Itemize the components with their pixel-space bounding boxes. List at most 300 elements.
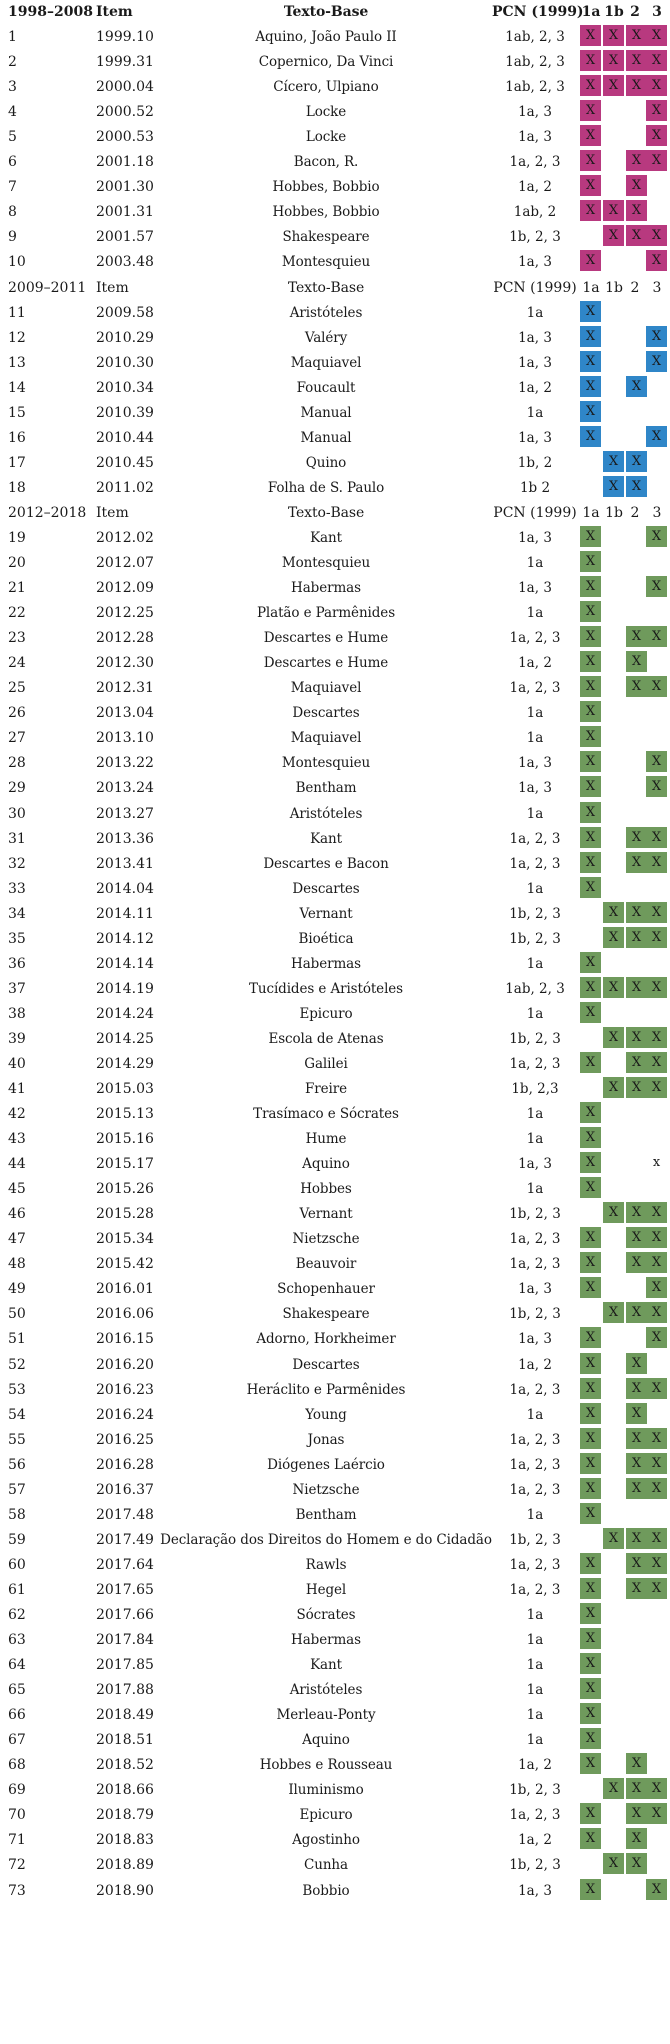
texto-base: Epicuro bbox=[299, 1807, 353, 1824]
pcn-code: 1a, 2, 3 bbox=[509, 680, 561, 697]
row-number: 5 bbox=[8, 129, 17, 146]
competency-mark: X bbox=[580, 1828, 601, 1849]
pcn-code: 1a, 3 bbox=[518, 104, 552, 121]
texto-base: Aquino, João Paulo II bbox=[255, 29, 397, 46]
competency-mark: X bbox=[626, 1578, 647, 1599]
pcn-code: 1a, 2, 3 bbox=[509, 830, 561, 847]
texto-base: Descartes e Bacon bbox=[263, 855, 389, 872]
item-code: 2001.30 bbox=[96, 179, 154, 196]
pcn-column-header: PCN (1999) bbox=[493, 504, 577, 521]
competency-mark: X bbox=[580, 952, 601, 973]
row-number: 4 bbox=[8, 104, 17, 121]
pcn-code: 1a, 3 bbox=[518, 129, 552, 146]
table-row bbox=[0, 1628, 670, 1653]
row-number: 23 bbox=[8, 630, 26, 647]
pcn-code: 1b, 2,3 bbox=[511, 1081, 559, 1098]
table-row bbox=[0, 1653, 670, 1678]
pcn-code: 1ab, 2, 3 bbox=[505, 54, 565, 71]
item-column-header: Item bbox=[96, 504, 129, 521]
competency-mark: X bbox=[580, 751, 601, 772]
texto-base: Foucault bbox=[296, 379, 356, 396]
pcn-code: 1b, 2, 3 bbox=[509, 1030, 561, 1047]
pcn-code: 1a, 3 bbox=[518, 1882, 552, 1899]
competency-mark: X bbox=[580, 551, 601, 572]
texto-base: Manual bbox=[300, 404, 352, 421]
pcn-code: 1a, 3 bbox=[518, 1156, 552, 1173]
pcn-code: 1a bbox=[526, 1607, 544, 1623]
competency-mark: X bbox=[626, 75, 647, 96]
competency-mark: X bbox=[646, 776, 667, 797]
item-code: 2001.57 bbox=[96, 229, 154, 246]
texto-base: Hobbes e Rousseau bbox=[259, 1757, 393, 1774]
texto-base: Aquino bbox=[302, 1156, 350, 1173]
row-number: 10 bbox=[8, 254, 26, 271]
row-number: 8 bbox=[8, 204, 17, 221]
competency-mark: X bbox=[626, 977, 647, 998]
competency-column-header: 3 bbox=[652, 279, 662, 296]
table-row bbox=[0, 200, 670, 225]
competency-mark: X bbox=[603, 50, 624, 71]
texto-base: Kant bbox=[310, 830, 342, 847]
row-number: 9 bbox=[8, 229, 17, 246]
competency-mark: X bbox=[646, 25, 667, 46]
pcn-code: 1a, 2, 3 bbox=[509, 1807, 561, 1824]
competency-mark: X bbox=[646, 1553, 667, 1574]
competency-mark: X bbox=[626, 25, 647, 46]
pcn-code: 1a bbox=[526, 880, 544, 897]
row-number: 43 bbox=[8, 1131, 26, 1148]
table-row bbox=[0, 776, 670, 801]
competency-mark: X bbox=[626, 1353, 647, 1374]
competency-column-header: 3 bbox=[652, 4, 662, 20]
pcn-code: 1a bbox=[526, 1005, 544, 1022]
table-row bbox=[0, 1027, 670, 1052]
table-row bbox=[0, 1202, 670, 1227]
texto-base: Folha de S. Paulo bbox=[267, 479, 385, 496]
pcn-column-header: PCN (1999) bbox=[492, 4, 584, 20]
table-row bbox=[0, 1503, 670, 1528]
table-row bbox=[0, 1227, 670, 1252]
row-number: 73 bbox=[8, 1882, 26, 1899]
pcn-code: 1a, 3 bbox=[518, 529, 552, 546]
pcn-code: 1a, 2 bbox=[518, 1356, 552, 1373]
item-code: 2016.28 bbox=[96, 1456, 154, 1473]
competency-mark: X bbox=[626, 150, 647, 171]
texto-base: Hobbes bbox=[300, 1181, 352, 1198]
item-code: 2017.65 bbox=[96, 1581, 154, 1598]
competency-mark: X bbox=[646, 576, 667, 597]
competency-mark: X bbox=[580, 100, 601, 121]
competency-mark: X bbox=[626, 1077, 647, 1098]
competency-mark: X bbox=[603, 927, 624, 948]
row-number: 25 bbox=[8, 680, 26, 697]
competency-mark: X bbox=[580, 1553, 601, 1574]
row-number: 46 bbox=[8, 1206, 26, 1223]
pcn-code: 1a, 2, 3 bbox=[509, 1481, 561, 1498]
texto-base: Montesquieu bbox=[281, 254, 371, 271]
texto-base: Habermas bbox=[291, 580, 361, 597]
competency-mark: X bbox=[580, 50, 601, 71]
texto-base: Descartes e Hume bbox=[263, 630, 389, 647]
competency-mark: X bbox=[603, 1027, 624, 1048]
item-code: 2009.58 bbox=[96, 304, 154, 321]
item-code: 2016.06 bbox=[96, 1306, 154, 1323]
row-number: 54 bbox=[8, 1406, 26, 1423]
row-number: 37 bbox=[8, 980, 26, 997]
table-row bbox=[0, 1703, 670, 1728]
pcn-code: 1a bbox=[526, 1657, 544, 1674]
pcn-code: 1a bbox=[526, 1506, 544, 1523]
item-code: 2015.16 bbox=[96, 1131, 154, 1148]
item-code: 1999.31 bbox=[96, 54, 154, 71]
texto-base: Hegel bbox=[305, 1581, 347, 1598]
row-number: 61 bbox=[8, 1581, 26, 1598]
item-code: 2016.24 bbox=[96, 1406, 154, 1423]
competency-column-header: 2 bbox=[630, 4, 640, 20]
pcn-code: 1b, 2, 3 bbox=[509, 229, 561, 246]
table-row bbox=[0, 1378, 670, 1403]
competency-mark: X bbox=[603, 476, 624, 497]
row-number: 33 bbox=[8, 880, 26, 897]
table-row bbox=[0, 1302, 670, 1327]
pcn-code: 1a, 2, 3 bbox=[509, 1231, 561, 1248]
table-row bbox=[0, 1152, 670, 1177]
row-number: 62 bbox=[8, 1607, 26, 1623]
pcn-code: 1a bbox=[526, 955, 544, 972]
texto-base: Maquiavel bbox=[290, 730, 362, 747]
row-number: 57 bbox=[8, 1481, 26, 1498]
texto-base: Hobbes, Bobbio bbox=[272, 204, 380, 221]
texto-base: Bentham bbox=[295, 1506, 357, 1523]
row-number: 32 bbox=[8, 855, 26, 872]
texto-base: Locke bbox=[305, 104, 347, 121]
table-row bbox=[0, 1553, 670, 1578]
pcn-code: 1a bbox=[526, 555, 544, 572]
table-row bbox=[0, 50, 670, 75]
table-row bbox=[0, 1803, 670, 1828]
competency-mark: X bbox=[646, 1478, 667, 1499]
row-number: 28 bbox=[8, 755, 26, 772]
table-row bbox=[0, 1077, 670, 1102]
competency-mark: X bbox=[646, 902, 667, 923]
competency-mark: X bbox=[580, 977, 601, 998]
pcn-code: 1a, 2, 3 bbox=[509, 1055, 561, 1072]
pcn-code: 1a bbox=[526, 304, 544, 321]
texto-base: Rawls bbox=[305, 1556, 347, 1573]
competency-mark: X bbox=[580, 301, 601, 322]
item-code: 2018.90 bbox=[96, 1882, 154, 1899]
row-number: 34 bbox=[8, 905, 26, 922]
competency-mark: X bbox=[580, 576, 601, 597]
item-code: 2017.48 bbox=[96, 1506, 154, 1523]
row-number: 59 bbox=[8, 1531, 26, 1548]
competency-mark: X bbox=[646, 75, 667, 96]
competency-mark: X bbox=[646, 1378, 667, 1399]
competency-mark: X bbox=[626, 1202, 647, 1223]
competency-mark: X bbox=[646, 1277, 667, 1298]
competency-mark: X bbox=[646, 827, 667, 848]
competency-mark: X bbox=[580, 1052, 601, 1073]
competency-mark: X bbox=[646, 626, 667, 647]
competency-mark: X bbox=[626, 1828, 647, 1849]
pcn-code: 1a bbox=[526, 1181, 544, 1198]
table-row bbox=[0, 100, 670, 125]
item-code: 2010.29 bbox=[96, 329, 154, 346]
competency-mark: X bbox=[603, 1853, 624, 1874]
texto-base: Schopenhauer bbox=[277, 1281, 375, 1298]
pcn-code: 1a bbox=[526, 705, 544, 722]
pcn-code: 1a bbox=[526, 605, 544, 622]
competency-mark: X bbox=[646, 927, 667, 948]
competency-mark: X bbox=[603, 1778, 624, 1799]
texto-base: Kant bbox=[310, 529, 342, 546]
competency-mark: X bbox=[626, 1302, 647, 1323]
texto-base: Bentham bbox=[295, 780, 357, 797]
row-number: 68 bbox=[8, 1757, 26, 1774]
competency-mark: X bbox=[646, 977, 667, 998]
competency-mark: X bbox=[626, 1227, 647, 1248]
competency-mark: X bbox=[646, 1428, 667, 1449]
row-number: 7 bbox=[8, 179, 17, 196]
competency-mark: X bbox=[626, 476, 647, 497]
table-row bbox=[0, 426, 670, 451]
row-number: 41 bbox=[8, 1081, 26, 1098]
texto-base: Shakespeare bbox=[282, 229, 370, 246]
competency-mark: X bbox=[626, 1528, 647, 1549]
pcn-code: 1b, 2 bbox=[517, 454, 553, 471]
competency-mark: X bbox=[580, 1403, 601, 1424]
pcn-code: 1a, 2, 3 bbox=[509, 855, 561, 872]
pcn-code: 1a, 3 bbox=[518, 354, 552, 371]
texto-base: Aristóteles bbox=[289, 805, 363, 822]
texto-base: Manual bbox=[300, 429, 352, 446]
item-code: 2003.48 bbox=[96, 254, 154, 271]
item-code: 2010.44 bbox=[96, 429, 154, 446]
competency-column-header: 2 bbox=[630, 279, 640, 296]
item-code: 2014.24 bbox=[96, 1005, 154, 1022]
pcn-code: 1a bbox=[526, 1632, 544, 1649]
pcn-code: 1a, 3 bbox=[518, 780, 552, 797]
competency-mark: X bbox=[646, 1778, 667, 1799]
pcn-code: 1b, 2, 3 bbox=[509, 1206, 561, 1223]
row-number: 42 bbox=[8, 1106, 26, 1123]
texto-base: Declaração dos Direitos do Homem e do Cidadão bbox=[160, 1531, 492, 1548]
texto-base: Shakespeare bbox=[282, 1306, 370, 1323]
table-row bbox=[0, 1002, 670, 1027]
table-row bbox=[0, 952, 670, 977]
pcn-code: 1ab, 2, 3 bbox=[505, 29, 565, 46]
competency-mark: X bbox=[646, 751, 667, 772]
row-number: 12 bbox=[8, 329, 26, 346]
competency-mark: X bbox=[580, 1453, 601, 1474]
row-number: 15 bbox=[8, 404, 26, 421]
table-row bbox=[0, 1528, 670, 1553]
item-code: 2017.49 bbox=[96, 1531, 154, 1548]
competency-mark: X bbox=[603, 902, 624, 923]
table-row bbox=[0, 326, 670, 351]
competency-mark: X bbox=[626, 1478, 647, 1499]
pcn-code: 1a, 3 bbox=[518, 1331, 552, 1348]
pcn-code: 1a bbox=[526, 730, 544, 747]
row-number: 50 bbox=[8, 1306, 26, 1323]
table-row bbox=[0, 526, 670, 551]
texto-base: Beauvoir bbox=[295, 1256, 357, 1273]
texto-base: Freire bbox=[305, 1081, 347, 1098]
texto-base: Platão e Parmênides bbox=[256, 605, 396, 622]
pcn-code: 1ab, 2 bbox=[513, 204, 557, 221]
competency-mark: X bbox=[580, 701, 601, 722]
item-code: 2012.07 bbox=[96, 555, 154, 572]
item-code: 1999.10 bbox=[96, 29, 154, 46]
table-row bbox=[0, 726, 670, 751]
competency-mark: X bbox=[580, 250, 601, 271]
texto-base: Adorno, Horkheimer bbox=[256, 1331, 396, 1348]
pcn-code: 1a bbox=[526, 1682, 544, 1699]
competency-mark: X bbox=[646, 1252, 667, 1273]
item-code: 2015.34 bbox=[96, 1231, 154, 1248]
competency-mark: x bbox=[652, 1155, 661, 1171]
item-code: 2015.17 bbox=[96, 1156, 154, 1173]
row-number: 52 bbox=[8, 1356, 26, 1373]
competency-mark: X bbox=[580, 326, 601, 347]
competency-mark: X bbox=[580, 1102, 601, 1123]
texto-base: Montesquieu bbox=[281, 555, 371, 572]
texto-base: Valéry bbox=[304, 329, 348, 346]
competency-mark: X bbox=[646, 1027, 667, 1048]
table-row bbox=[0, 576, 670, 601]
row-number: 31 bbox=[8, 830, 26, 847]
table-row bbox=[0, 1853, 670, 1878]
texto-base: Descartes e Hume bbox=[263, 655, 389, 672]
competency-mark: X bbox=[580, 351, 601, 372]
texto-base: Escola de Atenas bbox=[268, 1030, 384, 1047]
row-number: 17 bbox=[8, 454, 26, 471]
item-code: 2012.30 bbox=[96, 655, 154, 672]
table-row bbox=[0, 802, 670, 827]
texto-base-column-header: Texto-Base bbox=[283, 4, 369, 20]
pcn-code: 1a bbox=[526, 1406, 544, 1423]
competency-mark: X bbox=[646, 1327, 667, 1348]
item-code: 2016.37 bbox=[96, 1481, 154, 1498]
section-header bbox=[0, 276, 670, 301]
competency-mark: X bbox=[646, 1052, 667, 1073]
item-code: 2013.24 bbox=[96, 780, 154, 797]
pcn-code: 1a, 2, 3 bbox=[509, 154, 561, 171]
competency-mark: X bbox=[580, 1478, 601, 1499]
competency-mark: X bbox=[580, 1578, 601, 1599]
item-code: 2016.01 bbox=[96, 1281, 154, 1298]
competency-mark: X bbox=[646, 250, 667, 271]
item-code: 2013.41 bbox=[96, 855, 154, 872]
competency-mark: X bbox=[626, 1778, 647, 1799]
competency-mark: X bbox=[626, 50, 647, 71]
competency-mark: X bbox=[646, 1803, 667, 1824]
row-number: 2 bbox=[8, 54, 17, 71]
competency-mark: X bbox=[580, 526, 601, 547]
competency-mark: X bbox=[580, 1603, 601, 1624]
row-number: 13 bbox=[8, 354, 26, 371]
texto-base: Nietzsche bbox=[292, 1481, 360, 1498]
item-code: 2014.04 bbox=[96, 880, 154, 897]
item-code: 2000.52 bbox=[96, 104, 154, 121]
competency-mark: X bbox=[603, 225, 624, 246]
period-label: 1998–2008 bbox=[8, 4, 93, 20]
competency-mark: X bbox=[626, 1378, 647, 1399]
item-code: 2015.42 bbox=[96, 1256, 154, 1273]
competency-mark: X bbox=[626, 1803, 647, 1824]
table-row bbox=[0, 1177, 670, 1202]
table-row bbox=[0, 301, 670, 326]
row-number: 20 bbox=[8, 555, 26, 572]
table-row bbox=[0, 476, 670, 501]
row-number: 55 bbox=[8, 1431, 26, 1448]
texto-base: Habermas bbox=[291, 1632, 361, 1649]
competency-mark: X bbox=[580, 676, 601, 697]
item-code: 2013.22 bbox=[96, 755, 154, 772]
competency-mark: X bbox=[603, 977, 624, 998]
pcn-code: 1a, 2 bbox=[518, 179, 552, 196]
texto-base: Habermas bbox=[291, 955, 361, 972]
row-number: 64 bbox=[8, 1657, 26, 1674]
pcn-code: 1a, 3 bbox=[518, 755, 552, 772]
pcn-code: 1a bbox=[526, 1707, 544, 1724]
competency-mark: X bbox=[580, 1353, 601, 1374]
competency-mark: X bbox=[580, 827, 601, 848]
competency-mark: X bbox=[626, 225, 647, 246]
item-code: 2001.18 bbox=[96, 154, 154, 171]
item-code: 2015.28 bbox=[96, 1206, 154, 1223]
competency-mark: X bbox=[646, 150, 667, 171]
pcn-code: 1a, 3 bbox=[518, 329, 552, 346]
competency-mark: X bbox=[580, 1728, 601, 1749]
texto-base: Copernico, Da Vinci bbox=[258, 54, 394, 71]
row-number: 47 bbox=[8, 1231, 26, 1248]
texto-base: Descartes bbox=[292, 1356, 360, 1373]
competency-mark: X bbox=[646, 1302, 667, 1323]
texto-base: Iluminismo bbox=[288, 1782, 364, 1799]
pcn-code: 1a bbox=[526, 805, 544, 822]
pcn-code: 1ab, 2, 3 bbox=[505, 79, 565, 96]
table-row bbox=[0, 1778, 670, 1803]
item-code: 2013.36 bbox=[96, 830, 154, 847]
item-code: 2012.09 bbox=[96, 580, 154, 597]
texto-base: Bobbio bbox=[302, 1882, 350, 1899]
competency-column-header: 1a bbox=[582, 504, 600, 521]
competency-mark: X bbox=[626, 626, 647, 647]
competency-mark: X bbox=[626, 1753, 647, 1774]
table-row bbox=[0, 1478, 670, 1503]
competency-mark: X bbox=[646, 1578, 667, 1599]
competency-mark: X bbox=[603, 1528, 624, 1549]
table-row bbox=[0, 676, 670, 701]
row-number: 69 bbox=[8, 1782, 26, 1799]
competency-mark: X bbox=[580, 1678, 601, 1699]
section-header bbox=[0, 0, 670, 25]
item-code: 2014.19 bbox=[96, 980, 154, 997]
table-row bbox=[0, 250, 670, 275]
item-code: 2016.20 bbox=[96, 1356, 154, 1373]
pcn-column-header: PCN (1999) bbox=[493, 279, 577, 296]
competency-column-header: 3 bbox=[652, 504, 662, 521]
competency-mark: X bbox=[580, 626, 601, 647]
competency-mark: X bbox=[626, 1553, 647, 1574]
competency-mark: X bbox=[626, 451, 647, 472]
table-row bbox=[0, 376, 670, 401]
pcn-code: 1b, 2, 3 bbox=[509, 1531, 561, 1548]
row-number: 3 bbox=[8, 79, 17, 96]
row-number: 53 bbox=[8, 1381, 26, 1398]
table-row bbox=[0, 25, 670, 50]
